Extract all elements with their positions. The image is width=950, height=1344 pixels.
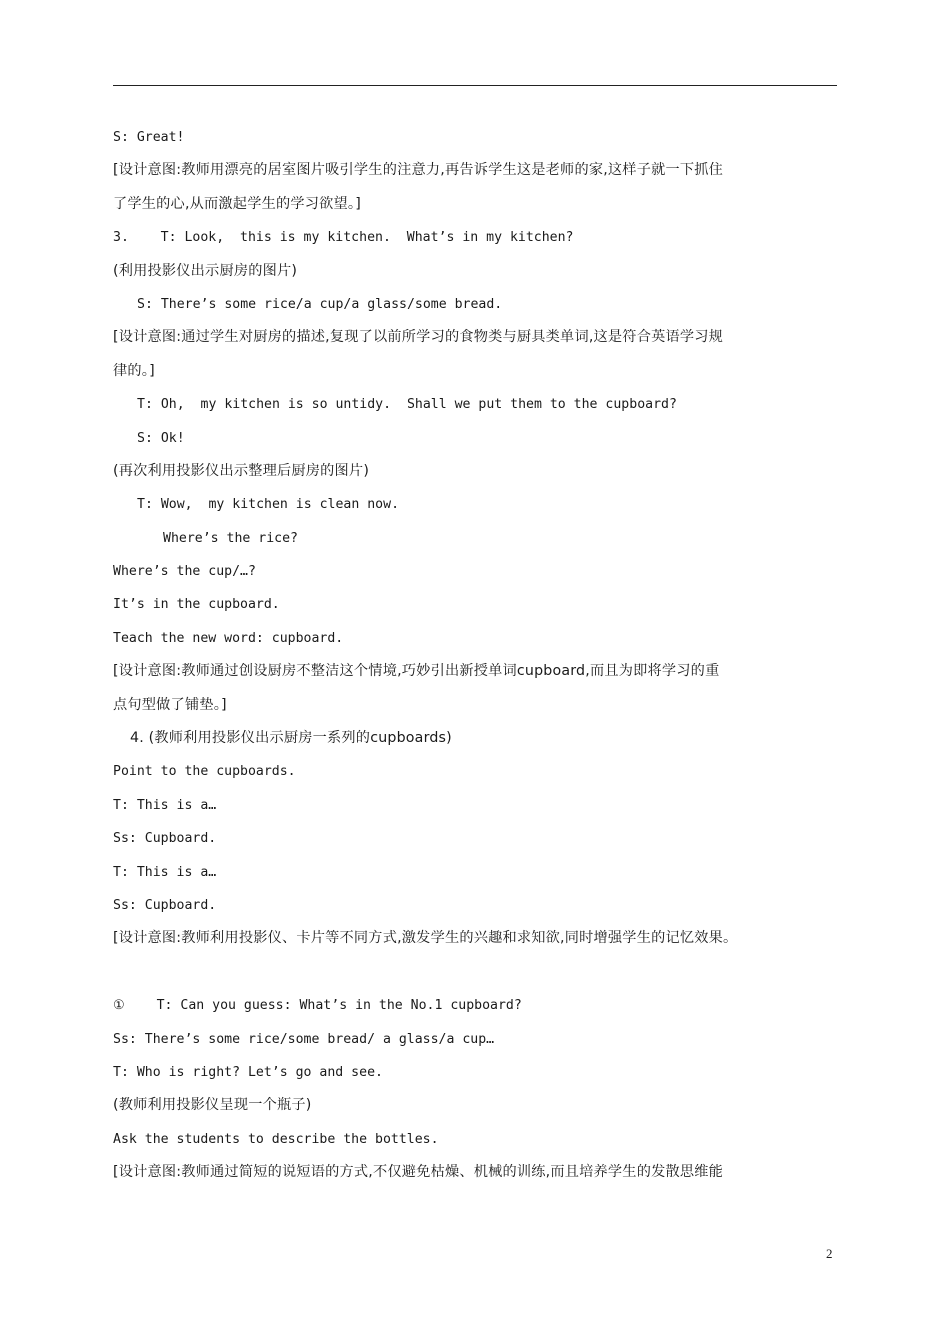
text-line: 了学生的心,从而激起学生的学习欲望。] [113,195,361,212]
text-line: (再次利用投影仪出示整理后厨房的图片) [113,462,370,479]
text-line: [设计意图:教师利用投影仪、卡片等不同方式,激发学生的兴趣和求知欲,同时增强学生的记忆效果。 [113,930,738,947]
text-line: [设计意图:通过学生对厨房的描述,复现了以前所学习的食物类与厨具类单词,这是符合英语学习规 [113,329,724,346]
text-line: (利用投影仪出示厨房的图片) [113,262,298,279]
text-line: 4. (教师利用投影仪出示厨房一系列的cupboards) [130,730,452,747]
text-line: 律的。] [113,362,155,379]
text-line: Ss: Cupboard. [113,897,217,913]
text-line: [设计意图:教师通过简短的说短语的方式,不仅避免枯燥、机械的训练,而且培养学生的发散思维能 [113,1164,724,1181]
text-line: [设计意图:教师用漂亮的居室图片吸引学生的注意力,再告诉学生这是老师的家,这样子就一下抓住 [113,162,724,179]
text-line: T: This is a… [113,797,217,813]
text-line: (教师利用投影仪呈现一个瓶子) [113,1097,312,1114]
document-body [113,121,843,1190]
text-line: Point to the cupboards. [113,764,296,780]
text-line: ① T: Can you guess: What’s in the No.1 cupboard? [113,998,522,1014]
text-line: Teach the new word: cupboard. [113,630,344,646]
text-line: Ss: Cupboard. [113,831,217,847]
text-line: T: Wow, my kitchen is clean now. [137,497,400,513]
header-rule [113,85,837,86]
text-line: It’s in the cupboard. [113,597,280,613]
text-line: Ss: There’s some rice/some bread/ a glass/a cup… [113,1031,495,1047]
text-line: Ask the students to describe the bottles. [113,1131,439,1147]
text-line: 点句型做了铺垫。] [113,696,227,713]
text-line: S: There’s some rice/a cup/a glass/some bread. [137,296,503,312]
text-line: 3. T: Look, this is my kitchen. What’s in my kitchen? [113,230,574,246]
text-line: S: Great! [113,130,185,145]
text-line: T: This is a… [113,864,217,880]
text-line: Where’s the cup/…? [113,564,256,580]
text-line: T: Who is right? Let’s go and see. [113,1064,383,1080]
text-line: S: Ok! [137,430,185,446]
blank-line [113,956,843,989]
page-number: 2 [826,1246,833,1261]
text-line: Where’s the rice? [163,530,298,546]
text-line: [设计意图:教师通过创设厨房不整洁这个情境,巧妙引出新授单词cupboard,而且为即将学习的重 [113,663,720,680]
text-line: T: Oh, my kitchen is so untidy. Shall we put them to the cupboard? [137,397,677,413]
